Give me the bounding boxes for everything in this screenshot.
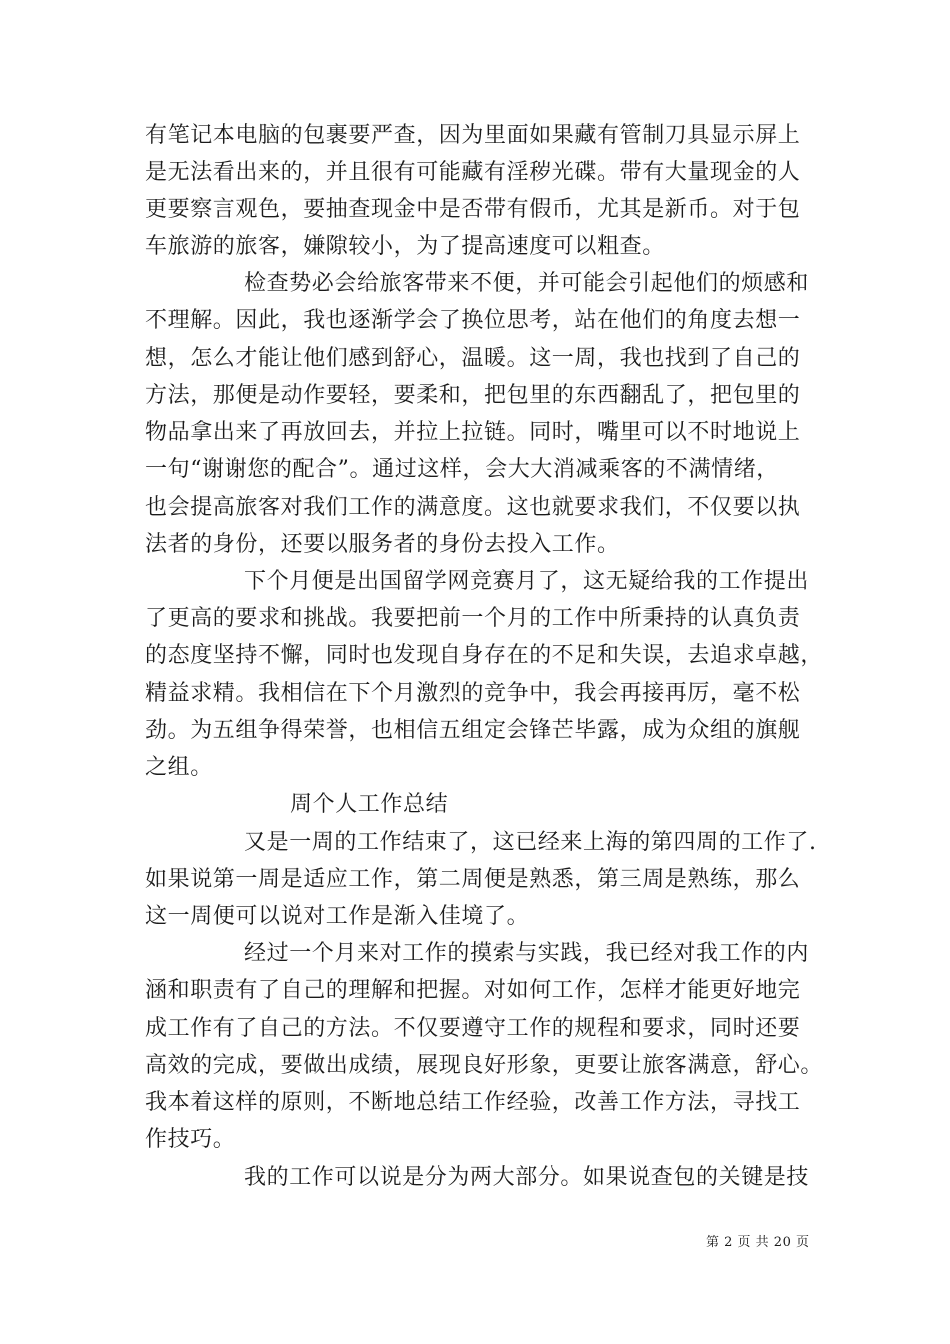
- text-line: 是无法看出来的，并且很有可能藏有淫秽光碟。带有大量现金的人: [145, 160, 801, 185]
- text-line: 方法，那便是动作要轻，要柔和，把包里的东西翻乱了，把包里的: [145, 383, 801, 408]
- text-line: 想，怎么才能让他们感到舒心，温暖。这一周，我也找到了自己的: [145, 346, 801, 371]
- paragraph-start-line: 下个月便是出国留学网竞赛月了，这无疑给我的工作提出: [244, 569, 810, 594]
- paragraph-start-line: 又是一周的工作结束了，这已经来上海的第四周的工作了.: [244, 830, 817, 855]
- text-line: 了更高的要求和挑战。我要把前一个月的工作中所秉持的认真负责: [145, 606, 801, 631]
- text-line: 一句“谢谢您的配合”。通过这样，会大大消减乘客的不满情绪，: [145, 457, 779, 482]
- text-line: 作技巧。: [145, 1127, 236, 1152]
- text-line: 如果说第一周是适应工作，第二周便是熟悉，第三周是熟练，那么: [145, 867, 801, 892]
- text-line: 车旅游的旅客，嫌隙较小，为了提高速度可以粗查。: [145, 234, 665, 259]
- text-line: 高效的完成，要做出成绩，展现良好形象，更要让旅客满意，舒心。: [145, 1053, 824, 1078]
- text-line: 精益求精。我相信在下个月激烈的竞争中，我会再接再厉，毫不松: [145, 681, 801, 706]
- paragraph-start-line: 经过一个月来对工作的摸索与实践，我已经对我工作的内: [244, 941, 810, 966]
- paragraph-start-line: 检查势必会给旅客带来不便，并可能会引起他们的烦感和: [244, 271, 810, 296]
- text-line: 这一周便可以说对工作是渐入佳境了。: [145, 904, 530, 929]
- text-line: 之组。: [145, 755, 213, 780]
- text-line: 的态度坚持不懈，同时也发现自身存在的不足和失误，去追求卓越，: [145, 643, 824, 668]
- text-line: 我本着这样的原则，不断地总结工作经验，改善工作方法，寻找工: [145, 1090, 801, 1115]
- text-line: 也会提高旅客对我们工作的满意度。这也就要求我们，不仅要以执: [145, 495, 801, 520]
- text-line: 涵和职责有了自己的理解和把握。对如何工作，怎样才能更好地完: [145, 978, 801, 1003]
- section-title: 周个人工作总结: [290, 792, 449, 817]
- text-line: 成工作有了自己的方法。不仅要遵守工作的规程和要求，同时还要: [145, 1016, 801, 1041]
- text-line: 法者的身份，还要以服务者的身份去投入工作。: [145, 532, 620, 557]
- text-line: 物品拿出来了再放回去，并拉上拉链。同时，嘴里可以不时地说上: [145, 420, 801, 445]
- text-line: 不理解。因此，我也逐渐学会了换位思考，站在他们的角度去想一: [145, 308, 801, 333]
- text-line: 更要察言观色，要抽查现金中是否带有假币，尤其是新币。对于包: [145, 197, 801, 222]
- text-line: 劲。为五组争得荣誉，也相信五组定会锋芒毕露，成为众组的旗舰: [145, 718, 801, 743]
- paragraph-start-line: 我的工作可以说是分为两大部分。如果说查包的关键是技: [244, 1165, 810, 1190]
- page-number-footer: 第 2 页 共 20 页: [706, 1235, 810, 1250]
- text-line: 有笔记本电脑的包裹要严查，因为里面如果藏有管制刀具显示屏上: [145, 123, 801, 148]
